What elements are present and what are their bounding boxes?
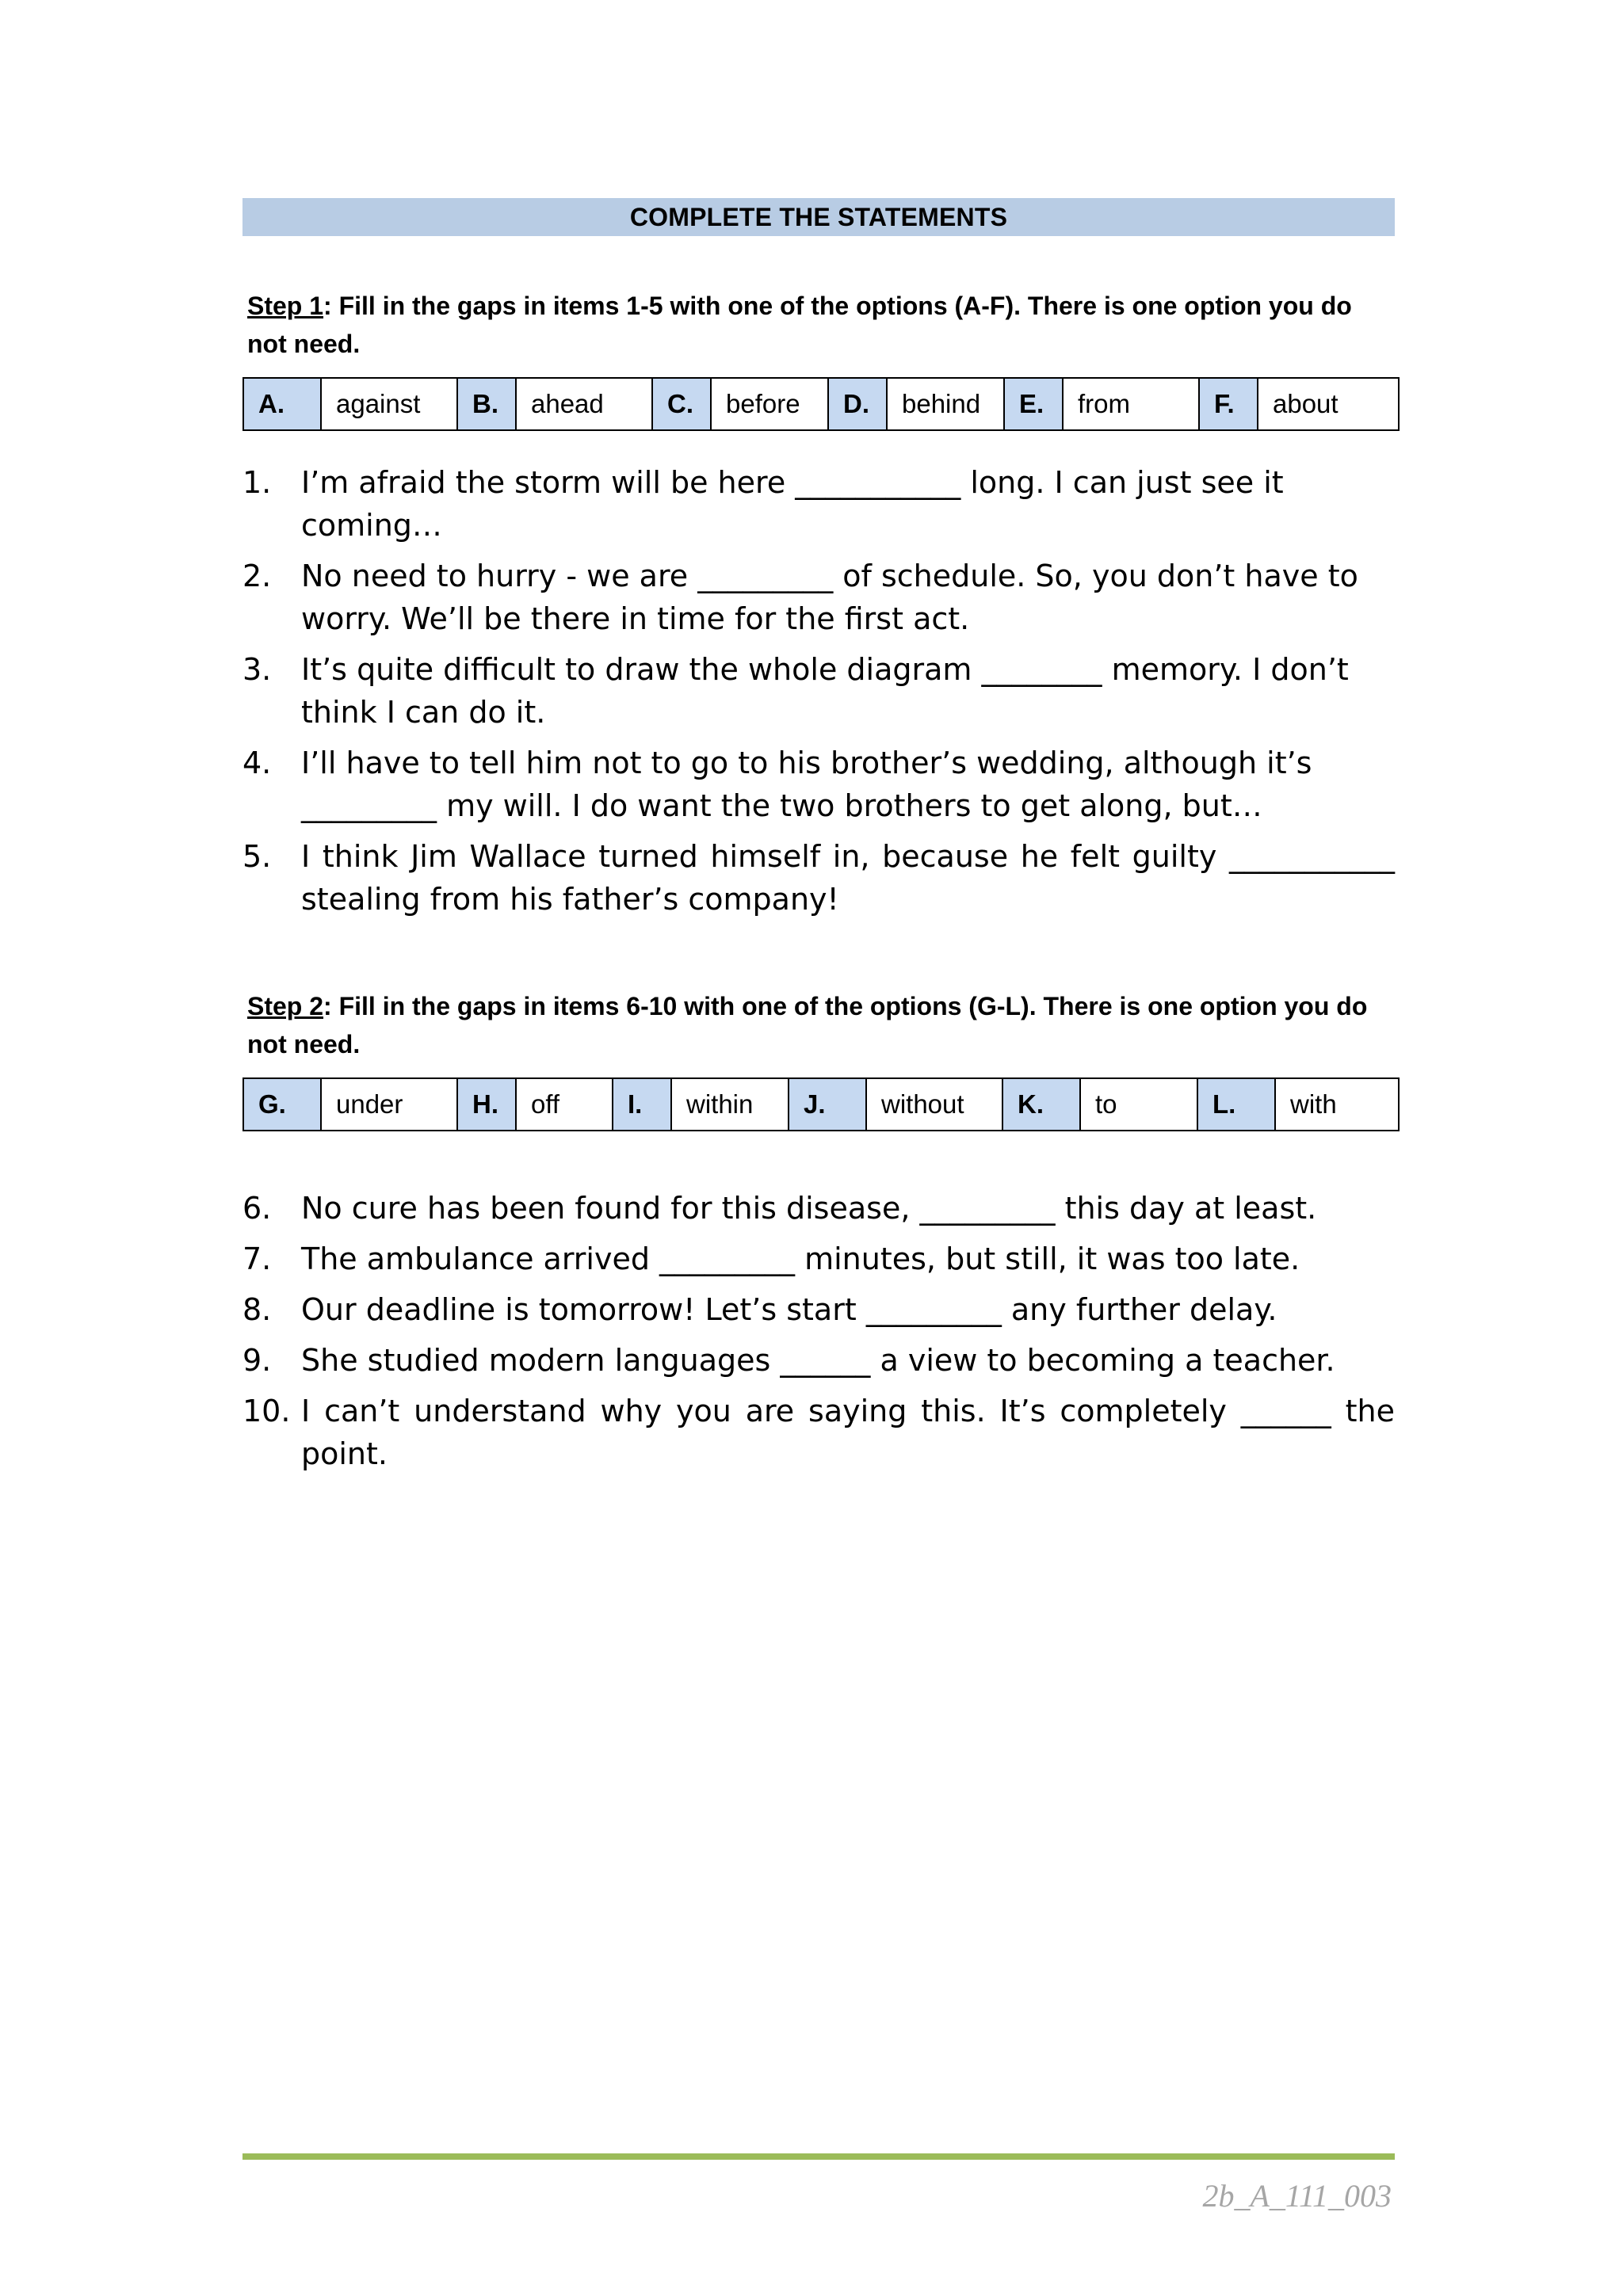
option-key: E. xyxy=(1004,378,1063,430)
option-value: with xyxy=(1275,1078,1399,1131)
option-key: K. xyxy=(1002,1078,1080,1131)
option-value: off xyxy=(516,1078,613,1131)
list-item xyxy=(242,648,1395,734)
item-number: 3. xyxy=(242,652,272,687)
document-code: 2b_A_111_003 xyxy=(1202,2178,1392,2214)
list-item xyxy=(242,1187,1395,1230)
step2-options-row xyxy=(243,1078,1399,1131)
item-text: I’m afraid the storm will be here ___________ long. I can just see it coming… xyxy=(301,465,1284,543)
item-number: 8. xyxy=(242,1292,272,1327)
option-value: to xyxy=(1080,1078,1197,1131)
item-text: The ambulance arrived _________ minutes, but still, it was too late. xyxy=(301,1241,1300,1276)
option-key: F. xyxy=(1199,378,1258,430)
item-text: I think Jim Wallace turned himself in, because he felt guilty ___________ stealing from his father’s company! xyxy=(301,839,1395,917)
option-key: B. xyxy=(457,378,516,430)
item-number: 4. xyxy=(242,746,272,780)
list-item xyxy=(242,1288,1395,1331)
item-number: 10. xyxy=(242,1394,291,1428)
item-number: 7. xyxy=(242,1241,272,1276)
item-text: I’ll have to tell him not to go to his brother’s wedding, although it’s _________ my will. I do want the two brothers to get along, but… xyxy=(301,746,1312,823)
list-item xyxy=(242,742,1395,827)
list-item xyxy=(242,835,1395,921)
option-key: G. xyxy=(243,1078,321,1131)
option-key: D. xyxy=(828,378,887,430)
step1-options-row xyxy=(243,378,1399,430)
step1-label: Step 1 xyxy=(247,292,324,320)
option-key: I. xyxy=(613,1078,671,1131)
list-item xyxy=(242,461,1395,547)
option-value: behind xyxy=(887,378,1004,430)
step2-instruction-text: : Fill in the gaps in items 6-10 with one of the options (G-L). There is one option you do not need. xyxy=(247,992,1368,1058)
step2-items xyxy=(242,1187,1395,1475)
step1-instruction-text: : Fill in the gaps in items 1-5 with one of the options (A-F). There is one option you do not need. xyxy=(247,292,1352,358)
step1-instruction xyxy=(242,287,1395,363)
item-text: Our deadline is tomorrow! Let’s start _________ any further delay. xyxy=(301,1292,1277,1327)
option-value: from xyxy=(1063,378,1199,430)
option-value: under xyxy=(321,1078,457,1131)
list-item xyxy=(242,1238,1395,1280)
worksheet-title: COMPLETE THE STATEMENTS xyxy=(242,198,1395,236)
option-key: C. xyxy=(652,378,711,430)
option-key: J. xyxy=(789,1078,866,1131)
option-key: L. xyxy=(1197,1078,1275,1131)
item-number: 1. xyxy=(242,465,272,500)
item-number: 6. xyxy=(242,1191,272,1226)
item-number: 2. xyxy=(242,559,272,593)
step1-items xyxy=(242,461,1395,921)
list-item xyxy=(242,1339,1395,1382)
option-value: before xyxy=(711,378,828,430)
option-key: H. xyxy=(457,1078,516,1131)
list-item xyxy=(242,555,1395,640)
item-number: 5. xyxy=(242,839,272,874)
item-number: 9. xyxy=(242,1343,272,1378)
step2-instruction xyxy=(242,987,1395,1063)
step2-options-table xyxy=(242,1077,1400,1131)
option-value: against xyxy=(321,378,457,430)
option-value: without xyxy=(866,1078,1002,1131)
option-key: A. xyxy=(243,378,321,430)
item-text: No need to hurry - we are _________ of schedule. So, you don’t have to worry. We’ll be there in time for the first act. xyxy=(301,559,1358,636)
item-text: She studied modern languages ______ a view to becoming a teacher. xyxy=(301,1343,1335,1378)
step2-label: Step 2 xyxy=(247,992,324,1020)
list-item xyxy=(242,1390,1395,1475)
option-value: ahead xyxy=(516,378,652,430)
item-text: No cure has been found for this disease, _________ this day at least. xyxy=(301,1191,1317,1226)
step1-options-table xyxy=(242,377,1400,431)
footer-divider xyxy=(242,2153,1395,2160)
item-text: It’s quite difficult to draw the whole diagram ________ memory. I don’t think I can do it. xyxy=(301,652,1349,730)
option-value: within xyxy=(671,1078,789,1131)
worksheet xyxy=(242,198,1395,1483)
item-text: I can’t understand why you are saying this. It’s completely ______ the point. xyxy=(301,1394,1395,1471)
option-value: about xyxy=(1258,378,1399,430)
